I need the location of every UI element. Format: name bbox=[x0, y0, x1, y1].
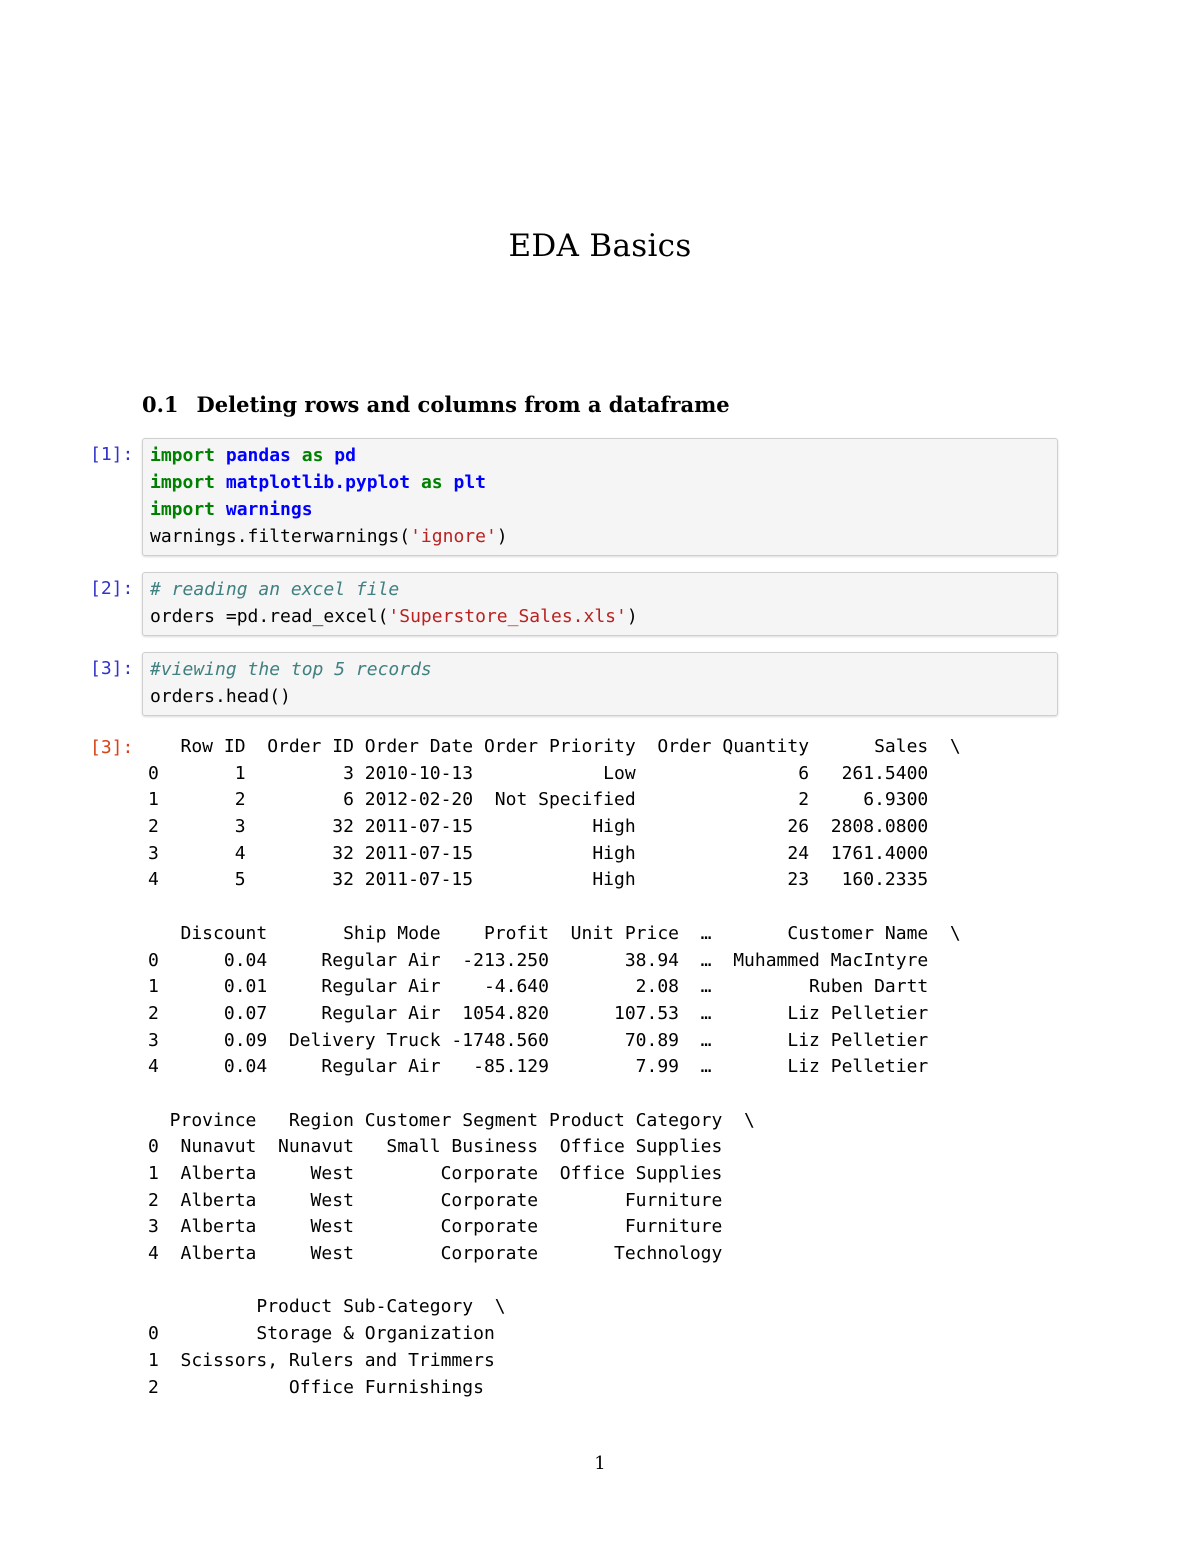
output-line: 0 1 3 2010-10-13 Low 6 261.5400 bbox=[148, 762, 929, 784]
code-comment: # reading an excel file bbox=[150, 579, 400, 600]
output-line: 0 Nunavut Nunavut Small Business Office Supplies bbox=[148, 1136, 723, 1158]
string-literal: 'Superstore_Sales.xls' bbox=[388, 606, 627, 627]
code-cell-1[interactable] bbox=[142, 438, 1058, 556]
module-name: pandas bbox=[225, 445, 291, 466]
output-line: 1 2 6 2012-02-20 Not Specified 2 6.9300 bbox=[148, 789, 929, 811]
cell-2-prompt: [2]: bbox=[90, 578, 134, 599]
code-text: orders.head() bbox=[150, 686, 291, 707]
code-line bbox=[150, 603, 1057, 630]
code-line bbox=[150, 523, 1057, 550]
output-line: 2 3 32 2011-07-15 High 26 2808.0800 bbox=[148, 816, 929, 838]
output-line: 3 4 32 2011-07-15 High 24 1761.4000 bbox=[148, 842, 929, 864]
code-line bbox=[150, 656, 1057, 683]
code-text: warnings.filterwarnings( bbox=[150, 526, 411, 547]
output-line: 0 0.04 Regular Air -213.250 38.94 … Muhammed MacIntyre bbox=[148, 949, 929, 971]
module-name: warnings bbox=[225, 499, 313, 520]
output-line: 1 Scissors, Rulers and Trimmers bbox=[148, 1349, 495, 1371]
keyword: import bbox=[150, 445, 216, 466]
output-prompt: [3]: bbox=[90, 737, 134, 758]
output-line: 3 Alberta West Corporate Furniture bbox=[148, 1216, 723, 1238]
code-text: ) bbox=[496, 526, 508, 547]
code-cell-3[interactable] bbox=[142, 652, 1058, 716]
output-line: 1 Alberta West Corporate Office Supplies bbox=[148, 1163, 723, 1184]
module-name: matplotlib.pyplot bbox=[225, 472, 411, 493]
output-line: 4 Alberta West Corporate Technology bbox=[148, 1243, 723, 1265]
document-title: EDA Basics bbox=[508, 228, 692, 264]
cell-1-prompt: [1]: bbox=[90, 444, 134, 465]
code-text: ) bbox=[626, 606, 638, 627]
keyword: as bbox=[420, 472, 443, 493]
code-line bbox=[150, 683, 1057, 710]
output-line: Province Region Customer Segment Product Category \ bbox=[148, 1109, 755, 1131]
dataframe-output bbox=[148, 734, 961, 1401]
output-line: Row ID Order ID Order Date Order Priority Order Quantity Sales \ bbox=[148, 736, 961, 757]
code-line bbox=[150, 469, 1057, 496]
keyword: import bbox=[150, 499, 216, 520]
code-comment: #viewing the top 5 records bbox=[150, 659, 432, 680]
output-line: 2 Office Furnishings bbox=[148, 1376, 484, 1398]
output-line: Discount Ship Mode Profit Unit Price … Customer Name \ bbox=[148, 922, 961, 944]
output-line bbox=[148, 1268, 961, 1295]
code-text: orders =pd.read_excel( bbox=[150, 606, 389, 627]
page-number: 1 bbox=[594, 1453, 606, 1474]
output-line: 4 5 32 2011-07-15 High 23 160.2335 bbox=[148, 869, 929, 891]
module-alias: plt bbox=[453, 472, 486, 493]
output-line: 3 0.09 Delivery Truck -1748.560 70.89 … Liz Pelletier bbox=[148, 1029, 929, 1051]
output-line: 2 0.07 Regular Air 1054.820 107.53 … Liz Pelletier bbox=[148, 1002, 929, 1024]
code-line bbox=[150, 442, 1057, 469]
module-alias: pd bbox=[334, 445, 356, 466]
output-line bbox=[148, 1081, 961, 1108]
code-cell-2[interactable] bbox=[142, 572, 1058, 636]
section-heading bbox=[142, 392, 730, 417]
output-line: 1 0.01 Regular Air -4.640 2.08 … Ruben Dartt bbox=[148, 976, 929, 998]
keyword: import bbox=[150, 472, 216, 493]
output-line: Product Sub-Category \ bbox=[148, 1296, 506, 1318]
keyword: as bbox=[301, 445, 324, 466]
section-number: 0.1 bbox=[142, 392, 179, 417]
code-line bbox=[150, 496, 1057, 523]
cell-3-prompt: [3]: bbox=[90, 658, 134, 679]
output-line bbox=[148, 894, 961, 921]
output-line: 2 Alberta West Corporate Furniture bbox=[148, 1189, 723, 1211]
output-line: 0 Storage & Organization bbox=[148, 1323, 495, 1345]
code-line bbox=[150, 576, 1057, 603]
string-literal: 'ignore' bbox=[410, 526, 497, 547]
section-title: Deleting rows and columns from a dataframe bbox=[196, 392, 730, 417]
output-line: 4 0.04 Regular Air -85.129 7.99 … Liz Pelletier bbox=[148, 1056, 929, 1078]
